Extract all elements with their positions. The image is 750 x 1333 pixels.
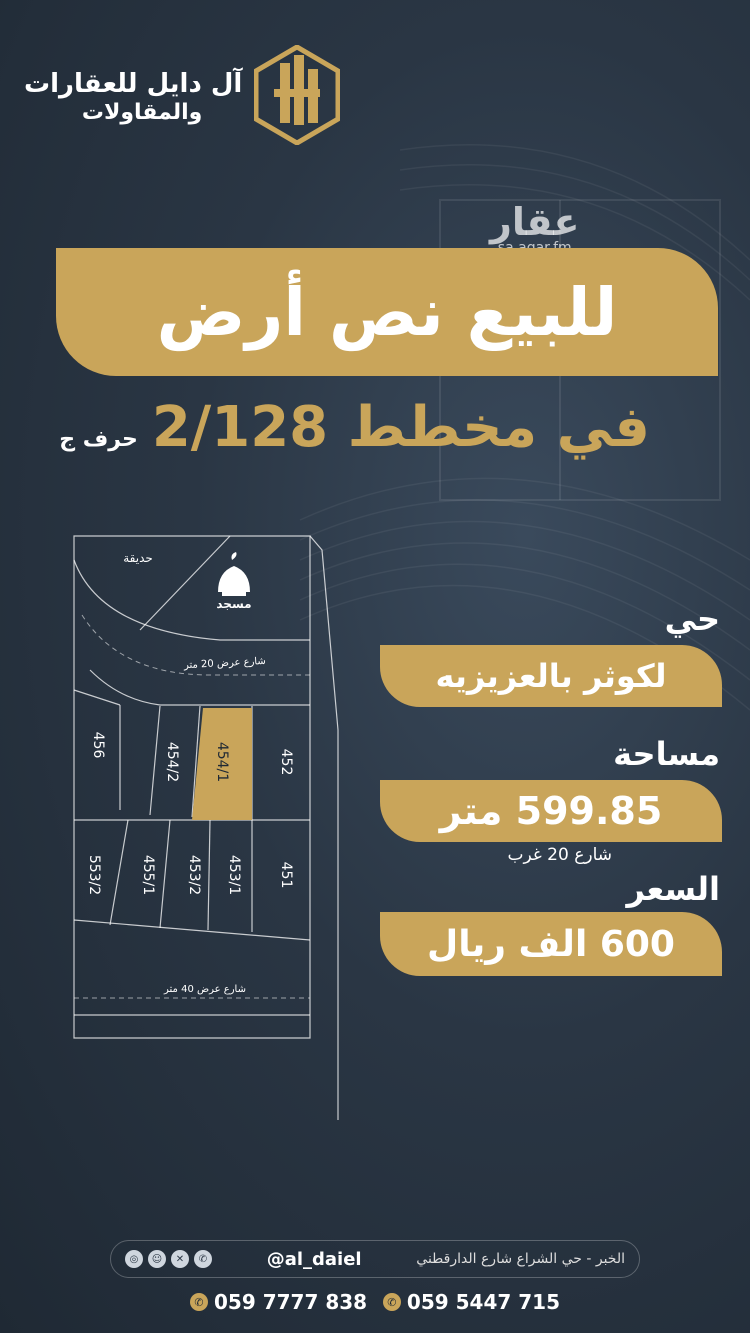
- phone-1[interactable]: [190, 1290, 367, 1314]
- phone-icon: ✆: [190, 1293, 208, 1311]
- x-icon[interactable]: ✕: [171, 1250, 189, 1268]
- street20-label: شارع عرض 20 متر: [183, 655, 267, 672]
- plot-455-1: 455/1: [140, 854, 156, 896]
- subtitle-small: حرف ج: [59, 427, 138, 452]
- social-icons: [125, 1250, 212, 1268]
- subtitle-main: في مخطط 2/128: [151, 395, 650, 460]
- street40-label: شارع عرض 40 متر: [164, 984, 246, 995]
- plot-map: [60, 530, 350, 1120]
- instagram-icon[interactable]: ◎: [125, 1250, 143, 1268]
- district-label: حي: [664, 600, 720, 638]
- price-label: السعر: [626, 870, 720, 908]
- logo-text: [24, 68, 242, 126]
- plot-451: 451: [278, 861, 294, 889]
- phone-1-number: 059 7777 838: [214, 1290, 368, 1314]
- price-pill: 600 الف ريال: [380, 912, 722, 976]
- phone-icon: ✆: [383, 1293, 401, 1311]
- phone-row: [190, 1290, 560, 1314]
- phone-2[interactable]: [383, 1290, 560, 1314]
- district-pill: لكوثر بالعزيزيه: [380, 645, 722, 707]
- footer-address: الخبر - حي الشراع شارع الدارقطني: [416, 1251, 625, 1267]
- plot-454-2: 454/2: [164, 741, 180, 783]
- plot-553-2: 553/2: [86, 854, 102, 896]
- plot-452: 452: [278, 748, 294, 776]
- banner-title: للبيع نص أرض: [156, 273, 618, 351]
- plot-453-2: 453/2: [186, 854, 202, 896]
- area-label: مساحة: [613, 735, 720, 773]
- phone-2-number: 059 5447 715: [406, 1290, 560, 1314]
- whatsapp-icon[interactable]: ✆: [194, 1250, 212, 1268]
- footer-bar: [110, 1240, 640, 1278]
- building-logo-icon: [254, 45, 340, 145]
- logo-line2: والمقاولات: [81, 100, 203, 125]
- mosque-label: مسجد: [216, 597, 252, 611]
- area-pill: 599.85 متر: [380, 780, 722, 842]
- subtitle: [59, 395, 650, 460]
- garden-label: حديقة: [123, 551, 153, 565]
- plot-454-1: 454/1: [214, 741, 230, 783]
- watermark-brand: عقار: [490, 200, 580, 244]
- snapchat-icon[interactable]: ☺: [148, 1250, 166, 1268]
- social-handle[interactable]: @al_daiel: [266, 1248, 362, 1270]
- plot-456: 456: [90, 731, 106, 759]
- logo-line1: آل دايل للعقارات: [24, 69, 243, 99]
- plot-453-1: 453/1: [226, 854, 242, 896]
- street-note: شارع 20 غرب: [507, 845, 612, 865]
- mosque-icon: [218, 552, 250, 596]
